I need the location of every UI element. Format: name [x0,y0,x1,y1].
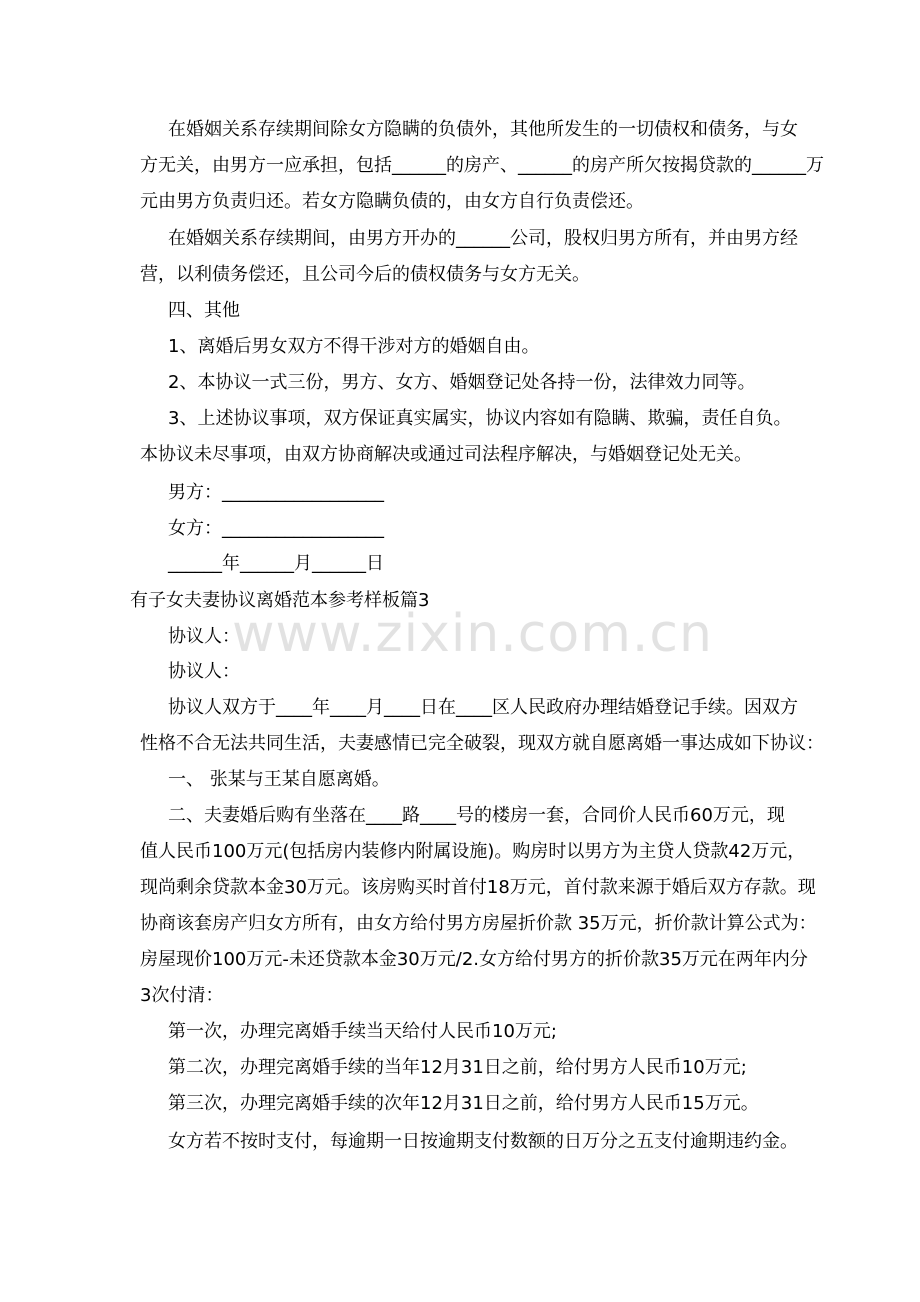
paragraph-line: 协议人双方于____年____月____日在____区人民政府办理结婚登记手续。因双方 [168,697,798,718]
payment-item: 第三次，办理完离婚手续的次年12月31日之前，给付男方人民币15万元。 [168,1093,759,1114]
watermark: www.zixin.com.cn [232,604,713,664]
section-heading: 四、其他 [168,300,240,321]
clause-item: 2、本协议一式三份，男方、女方、婚姻登记处各持一份，法律效力同等。 [168,372,756,393]
clause-item: 二、夫妻婚后购有坐落在____路____号的楼房一套，合同价人民币60万元，现 [168,805,785,826]
signature-female: 女方：__________________ [168,518,384,539]
paragraph-line: 元由男方负责归还。若女方隐瞒负债的，由女方自行负责偿还。 [140,191,644,212]
signature-male: 男方：__________________ [168,482,384,503]
payment-item: 第一次，办理完离婚手续当天给付人民币10万元; [168,1021,557,1042]
paragraph-line: 女方若不按时支付，每逾期一日按逾期支付数额的日万分之五支付逾期违约金。 [168,1131,798,1152]
paragraph-line: 方无关，由男方一应承担，包括______的房产、______的房产所欠按揭贷款的______万 [140,155,824,176]
paragraph-line: 房屋现价100万元-未还贷款本金30万元/2.女方给付男方的折价款35万元在两年内分 [140,949,808,970]
paragraph-line: 本协议未尽事项，由双方协商解决或通过司法程序解决，与婚姻登记处无关。 [140,444,752,465]
clause-item: 1、离婚后男女双方不得干涉对方的婚姻自由。 [168,336,540,357]
paragraph-line: 在婚姻关系存续期间除女方隐瞒的负债外，其他所发生的一切债权和债务，与女 [168,119,798,140]
payment-item: 第二次，办理完离婚手续的当年12月31日之前，给付男方人民币10万元; [168,1057,747,1078]
party-line: 协议人： [168,626,240,647]
section-title: 有子女夫妻协议离婚范本参考样板篇3 [130,590,430,611]
date-line: ______年______月______日 [168,553,384,574]
party-line: 协议人： [168,661,240,682]
paragraph-line: 营，以利债务偿还，且公司今后的债权债务与女方无关。 [140,264,590,285]
paragraph-line: 协商该套房产归女方所有，由女方给付男方房屋折价款 35万元，折价款计算公式为： [140,913,817,934]
paragraph-line: 值人民币100万元(包括房内装修内附属设施)。购房时以男方为主贷人贷款42万元， [140,841,806,862]
clause-item: 3、上述协议事项，双方保证真实属实，协议内容如有隐瞒、欺骗，责任自负。 [168,408,792,429]
paragraph-line: 性格不合无法共同生活，夫妻感情已完全破裂，现双方就自愿离婚一事达成如下协议： [140,733,824,754]
paragraph-line: 在婚姻关系存续期间，由男方开办的______公司，股权归男方所有，并由男方经 [168,228,798,249]
paragraph-line: 3次付清： [140,985,224,1006]
paragraph-line: 现尚剩余贷款本金30万元。该房购买时首付18万元，首付款来源于婚后双方存款。现 [140,877,816,898]
clause-item: 一、 张某与王某自愿离婚。 [168,769,390,790]
